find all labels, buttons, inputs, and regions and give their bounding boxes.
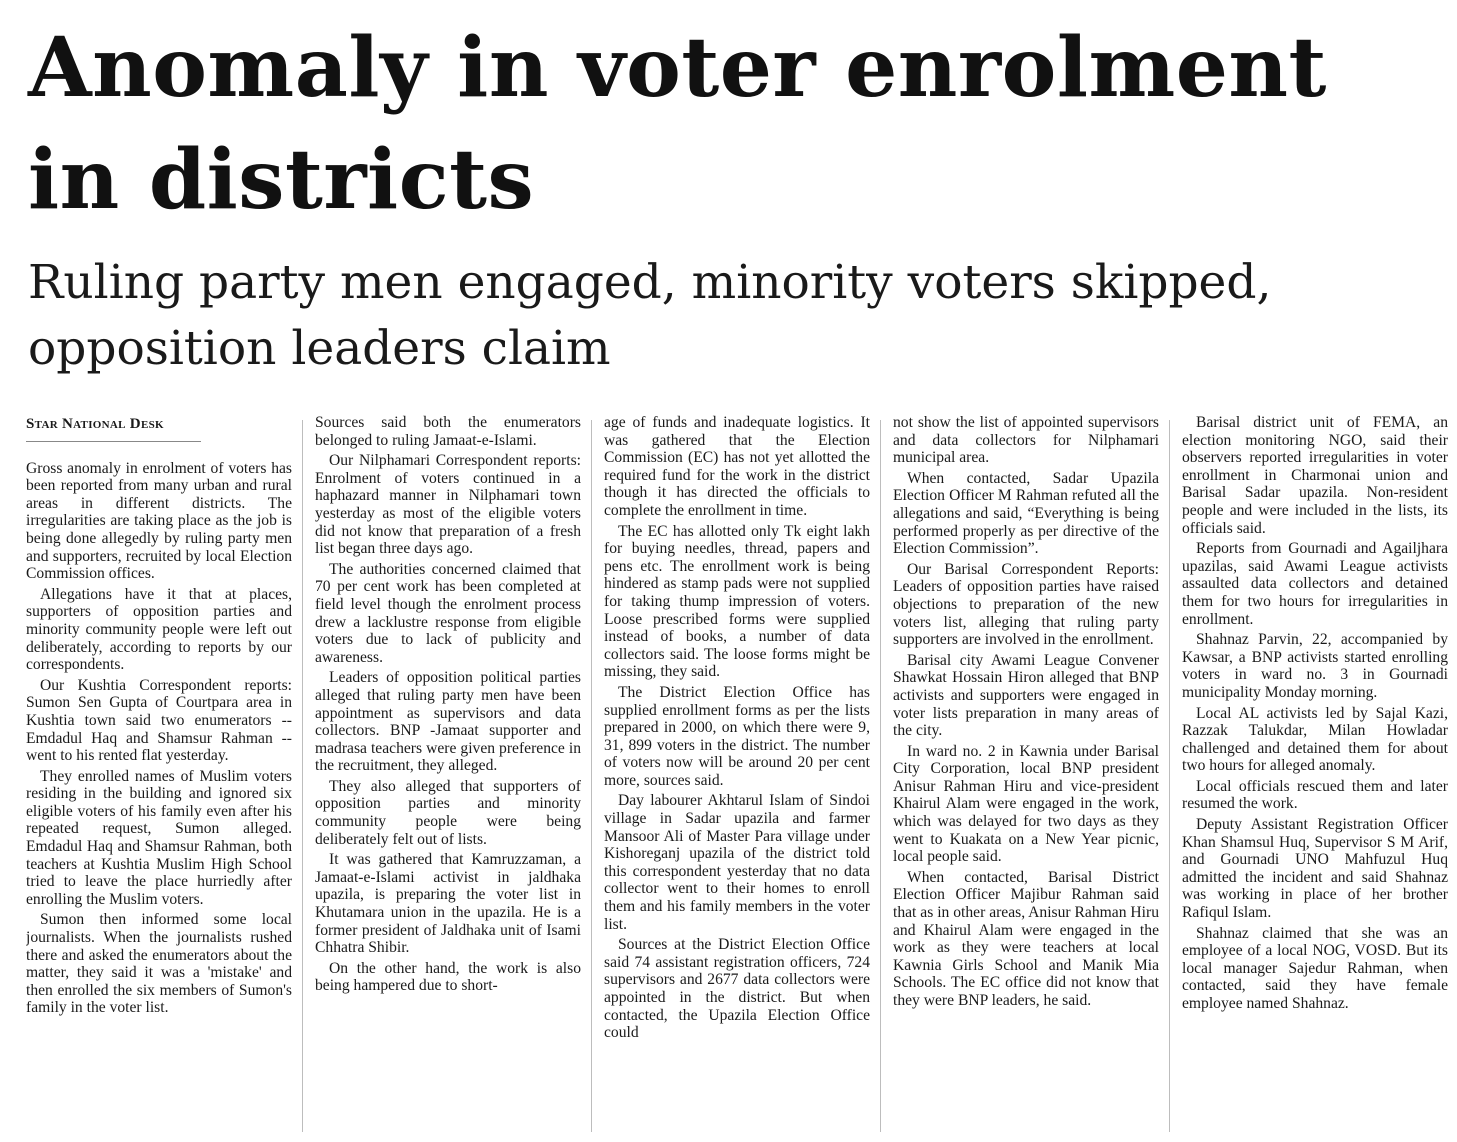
paragraph: Local officials rescued them and later resumed the work. (1182, 777, 1448, 813)
article-body (26, 414, 1448, 1138)
paragraph: On the other hand, the work is also being hampered due to short- (315, 959, 581, 995)
paragraph: Our Barisal Correspondent Reports: Leaders of opposition parties have raised objections to preparation of the new voters list, alleging that ruling party supporters are involved in the enrollment. (893, 560, 1159, 649)
paragraph: Barisal city Awami League Convener Shawkat Hossain Hiron alleged that BNP activists and supporters were engaged in voter lists preparation in many areas of the city. (893, 651, 1159, 740)
article-column-1 (26, 414, 292, 1138)
article-column-3 (604, 414, 870, 1138)
paragraph: not show the list of appointed supervisors and data collectors for Nilphamari municipal area. (893, 414, 1159, 467)
paragraph: Shahnaz Parvin, 22, accompanied by Kawsar, a BNP activists started enrolling voters in ward no. 3 in Gournadi municipality Monday morning. (1182, 631, 1448, 701)
article-column-4 (893, 414, 1159, 1138)
column-rule (1169, 420, 1170, 1132)
paragraph: The authorities concerned claimed that 70 per cent work has been completed at field level though the enrolment process drew a lacklustre response from eligible voters due to lack of publicity and awareness. (315, 560, 581, 666)
paragraph: The District Election Office has supplied enrollment forms as per the lists prepared in 2000, on which there were 9, 31, 899 voters in the district. The number of voters now will be around 20 per cent more, sources said. (604, 683, 870, 789)
paragraph: Day labourer Akhtarul Islam of Sindoi village in Sadar upazila and farmer Mansoor Ali of Master Para village under Kishoreganj upazila of the district told this correspondent yesterday that no data collector went to their homes to enroll them and his family members in the voter list. (604, 792, 870, 933)
column-rule (880, 420, 881, 1132)
byline: Star National Desk (26, 416, 201, 442)
column-rule (302, 420, 303, 1132)
paragraph: Deputy Assistant Registration Officer Khan Shamsul Huq, Supervisor S M Arif, and Gournadi UNO Mahfuzul Huq admitted the incident and said Shahnaz was working in place of her brother Rafiqul Islam. (1182, 816, 1448, 922)
paragraph: When contacted, Sadar Upazila Election Officer M Rahman refuted all the allegations and said, “Everything is being performed properly as per directive of the Election Commission”. (893, 469, 1159, 558)
paragraph: Leaders of opposition political parties alleged that ruling party men have been appointment as supervisors and data collectors. BNP -Jamaat supporter and madrasa teachers were given preference in the recruitment, they alleged. (315, 669, 581, 775)
paragraph: Barisal district unit of FEMA, an election monitoring NGO, said their observers reported irregularities in voter enrollment in Charmonai union and Barisal Sadar upazila. Non-resident people and were included in the lists, its officials said. (1182, 414, 1448, 537)
article-column-2 (315, 414, 581, 1138)
paragraph: Shahnaz claimed that she was an employee of a local NOG, VOSD. But its local manager Sajedur Rahman, when contacted, said they have female employee named Shahnaz. (1182, 924, 1448, 1012)
article-column-5 (1182, 414, 1448, 1138)
paragraph: It was gathered that Kamruzzaman, a Jamaat-e-Islami activist in jaldhaka upazila, is preparing the voter list in Khutamara union in the upazila. He is a former president of Jaldhaka unit of Isami Chhatra Shibir. (315, 851, 581, 957)
paragraph: When contacted, Barisal District Election Officer Majibur Rahman said that as in other areas, Anisur Rahman Hiru and Khairul Alam were engaged in the work as they were teachers at local Kawnia Girls School and Manik Mia Schools. The EC office did not know that they were BNP leaders, he said. (893, 868, 1159, 1009)
column-rule (591, 420, 592, 1132)
paragraph: They also alleged that supporters of opposition parties and minority community people were being deliberately felt out of lists. (315, 777, 581, 848)
paragraph: Local AL activists led by Sajal Kazi, Razzak Talukdar, Milan Howladar challenged and detained them for about two hours for alleged anomaly. (1182, 704, 1448, 775)
paragraph: Sources at the District Election Office said 74 assistant registration officers, 724 supervisors and 2677 data collectors were appointed in the district. But when contacted, the Upazila Election Office could (604, 936, 870, 1042)
paragraph: Reports from Gournadi and Agailjhara upazilas, said Awami League activists assaulted data collectors and detained them for two hours for irregularities in enrollment. (1182, 540, 1448, 628)
paragraph: Our Kushtia Correspondent reports: Sumon Sen Gupta of Courtpara area in Kushtia town said two enumerators -- Emdadul Haq and Shamsur Rahman -- went to his rented flat yesterday. (26, 676, 292, 765)
subheadline: Ruling party men engaged, minority voters skipped, opposition leaders claim (28, 255, 1272, 376)
paragraph: Gross anomaly in enrolment of voters has been reported from many urban and rural areas in different districts. The irregularities are taking place as the job is being done allegedly by ruling party men and supporters, recruited by local Election Commission offices. (26, 459, 292, 583)
paragraph: Allegations have it that at places, supporters of opposition parties and minority community people were left out deliberately, according to reports by our correspondents. (26, 585, 292, 674)
paragraph: age of funds and inadequate logistics. It was gathered that the Election Commission (EC) has not yet allotted the required fund for the work in the district though it has directed the officials to complete the enrollment in time. (604, 414, 870, 519)
paragraph: In ward no. 2 in Kawnia under Barisal City Corporation, local BNP president Anisur Rahman Hiru and vice-president Khairul Alam were engaged in the work, which was delayed for two days as they went to Kuakata on a New Year picnic, local people said. (893, 742, 1159, 866)
paragraph: Sources said both the enumerators belonged to ruling Jamaat-e-Islami. (315, 414, 581, 449)
headline: Anomaly in voter enrolment in districts (28, 20, 1327, 228)
paragraph: Sumon then informed some local journalists. When the journalists rushed there and asked the enumerators about the matter, they said it was a 'mistake' and then enrolled the six members of Sumon's family in the voter list. (26, 911, 292, 1017)
paragraph: The EC has allotted only Tk eight lakh for buying needles, thread, papers and pens etc. The enrollment work is being hindered as stamp pads were not supplied for taking thump impression of voters. Loose prescribed forms were supplied instead of books, a number of data collectors said. The loose forms might be missing, they said. (604, 522, 870, 681)
paragraph: Our Nilphamari Correspondent reports: Enrolment of voters continued in a haphazard manner in Nilphamari town yesterday as most of the eligible voters did not know that preparation of a fresh list began three days ago. (315, 452, 581, 558)
paragraph: They enrolled names of Muslim voters residing in the building and ignored six eligible voters of his family even after his repeated request, Sumon alleged. Emdadul Haq and Shamsur Rahman, both teachers at Kushtia Muslim High School tried to leave the place hurriedly after enrolling the Muslim voters. (26, 767, 292, 908)
